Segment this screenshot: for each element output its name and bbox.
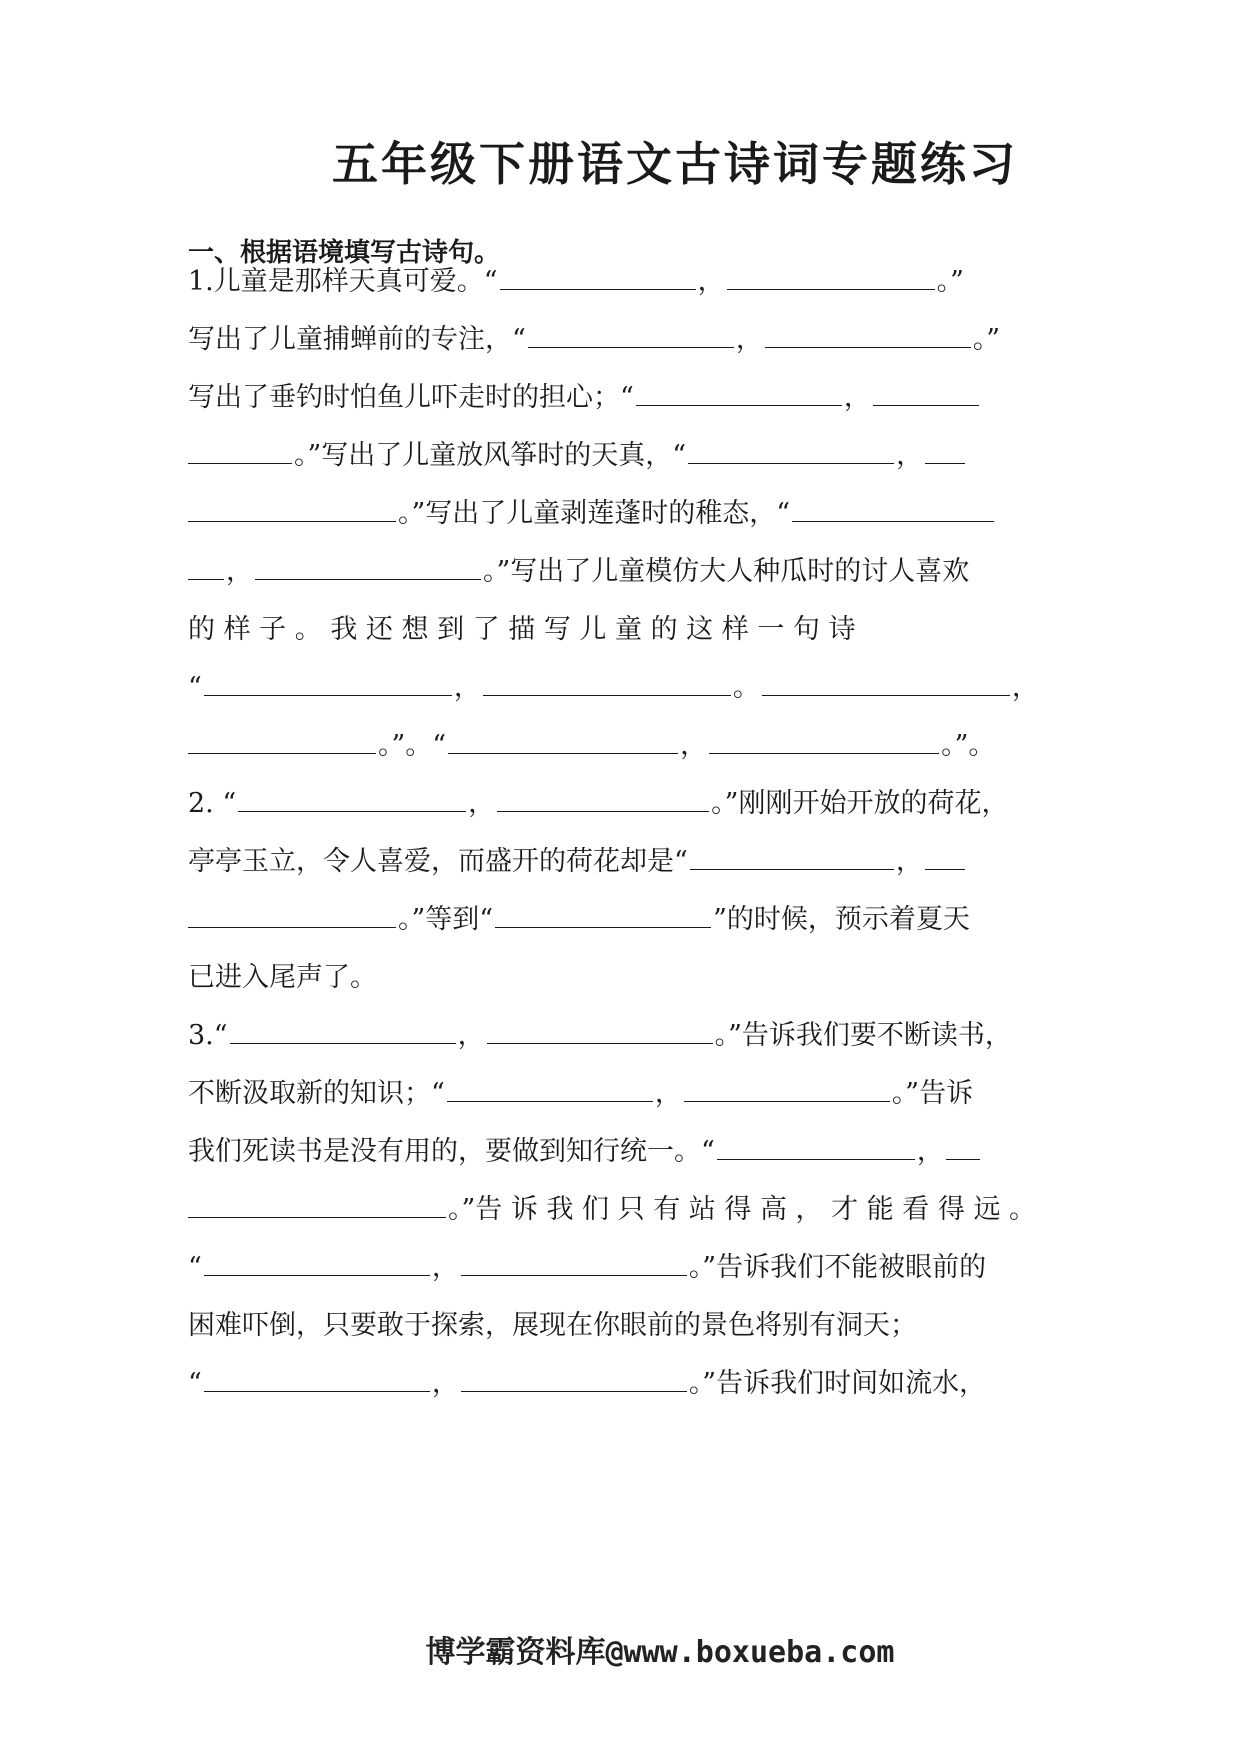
text-line: 的 样 子 。 我 还 想 到 了 描 写 儿 童 的 这 样 一 句 诗: [188, 614, 856, 645]
text-line: “ ， 。”告诉我们不能被眼前的: [188, 1252, 987, 1283]
answer-blank[interactable]: [636, 383, 842, 406]
answer-blank[interactable]: [188, 441, 292, 464]
answer-blank[interactable]: [188, 905, 396, 928]
text-line: 2. “ ， 。”刚刚开始开放的荷花，: [188, 788, 1009, 819]
answer-blank[interactable]: [925, 847, 965, 870]
answer-blank[interactable]: [448, 731, 678, 754]
text-line: “ ， 。”告诉我们时间如流水，: [188, 1368, 987, 1399]
answer-blank[interactable]: [483, 673, 731, 696]
answer-blank[interactable]: [204, 673, 452, 696]
answer-blank[interactable]: [762, 673, 1010, 696]
answer-blank[interactable]: [946, 1137, 980, 1160]
text-line: 3.“ ， 。”告诉我们要不断读书，: [188, 1020, 1012, 1051]
answer-blank[interactable]: [238, 789, 466, 812]
text-line: 我们死读书是没有用的，要做到知行统一。“ ，: [188, 1132, 1056, 1172]
answer-blank[interactable]: [495, 905, 711, 928]
answer-blank[interactable]: [684, 1079, 890, 1102]
answer-blank[interactable]: [188, 1195, 446, 1218]
answer-blank[interactable]: [188, 499, 396, 522]
answer-blank[interactable]: [204, 1253, 430, 1276]
footer-watermark: 博学霸资料库@www.boxueba.com: [425, 1635, 895, 1670]
text-line: 困难吓倒，只要敢于探索，展现在你眼前的景色将别有洞天；: [188, 1310, 917, 1341]
text-line: 。”告 诉 我 们 只 有 站 得 高 ， 才 能 看 得 远 。: [188, 1190, 1056, 1230]
answer-blank[interactable]: [255, 557, 481, 580]
text-line: 。”。“ ， 。”。: [188, 726, 1056, 766]
answer-blank[interactable]: [873, 383, 979, 406]
text-line: 。”写出了儿童剥莲蓬时的稚态，“: [188, 494, 1056, 534]
answer-blank[interactable]: [727, 267, 935, 290]
text-line: 。”等到“ ”的时候，预示着夏天: [188, 900, 1056, 940]
answer-blank[interactable]: [230, 1021, 456, 1044]
section-heading: 一、根据语境填写古诗句。: [188, 238, 501, 268]
answer-blank[interactable]: [528, 325, 734, 348]
page-title: 五年级下册语文古诗词专题练习: [332, 137, 1018, 191]
answer-blank[interactable]: [709, 731, 939, 754]
answer-blank[interactable]: [792, 499, 994, 522]
answer-blank[interactable]: [688, 441, 894, 464]
answer-blank[interactable]: [461, 1369, 687, 1392]
answer-blank[interactable]: [447, 1079, 653, 1102]
answer-blank[interactable]: [500, 267, 696, 290]
text-line: “ ， 。 ，: [188, 672, 1039, 703]
text-line: 。”写出了儿童放风筝时的天真，“ ，: [188, 436, 1056, 476]
text-line: 写出了儿童捕蝉前的专注，“ ， 。”: [188, 324, 1001, 355]
text-line: ， 。”写出了儿童模仿大人种瓜时的讨人喜欢: [188, 552, 1056, 592]
text-line: 不断汲取新的知识；“ ， 。”告诉: [188, 1078, 974, 1109]
answer-blank[interactable]: [461, 1253, 687, 1276]
answer-blank[interactable]: [690, 847, 894, 870]
answer-blank[interactable]: [497, 789, 709, 812]
text-line: 已进入尾声了。: [188, 962, 377, 993]
answer-blank[interactable]: [925, 441, 965, 464]
answer-blank[interactable]: [188, 557, 224, 580]
text-line: 写出了垂钓时怕鱼儿吓走时的担心；“ ，: [188, 378, 1056, 418]
answer-blank[interactable]: [717, 1137, 915, 1160]
text-line: 亭亭玉立，令人喜爱，而盛开的荷花却是“ ，: [188, 842, 1056, 882]
answer-blank[interactable]: [765, 325, 971, 348]
answer-blank[interactable]: [204, 1369, 430, 1392]
text-line: 1.儿童是那样天真可爱。“ ， 。”: [188, 266, 964, 297]
answer-blank[interactable]: [188, 731, 376, 754]
answer-blank[interactable]: [487, 1021, 713, 1044]
